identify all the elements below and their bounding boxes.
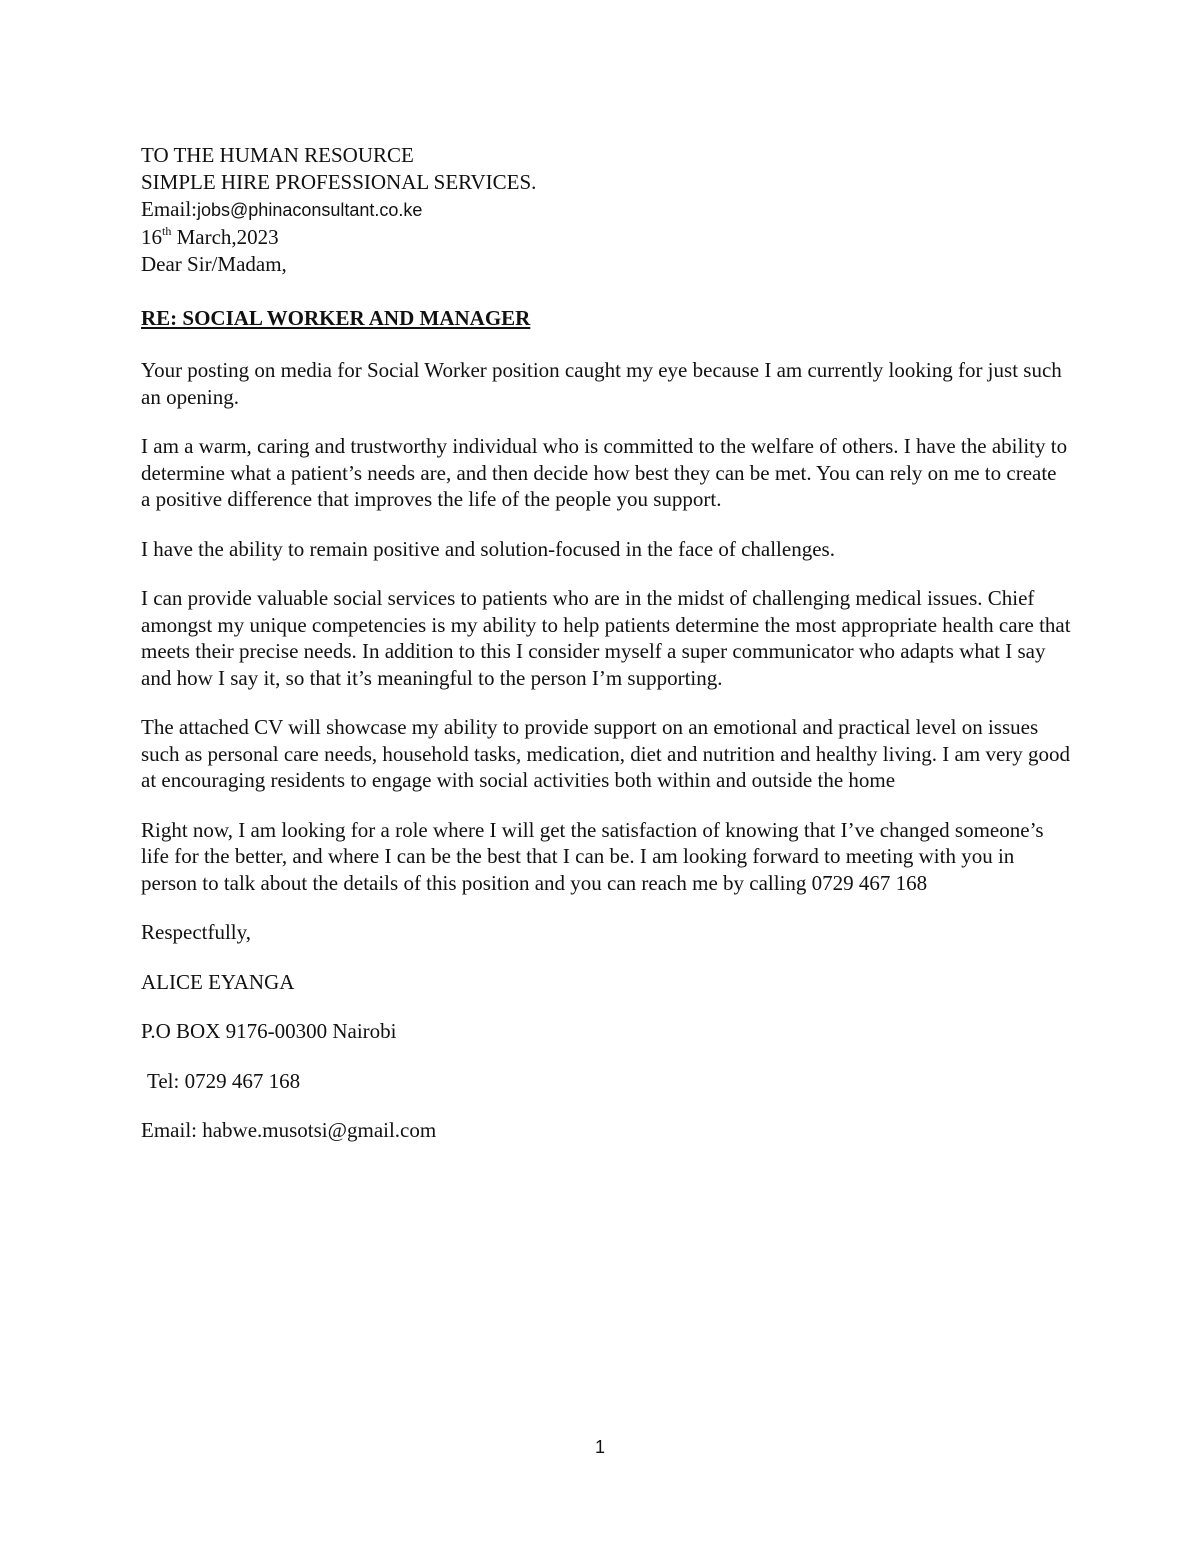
cover-letter — [141, 142, 1071, 1144]
date-suffix: th — [162, 224, 172, 238]
subject-line: RE: SOCIAL WORKER AND MANAGER — [141, 306, 531, 330]
sender-name: ALICE EYANGA — [141, 969, 295, 994]
letter-date — [141, 224, 1071, 251]
recipient-email: jobs@phinaconsultant.co.ke — [197, 200, 423, 220]
sender-email: Email: habwe.musotsi@gmail.com — [141, 1118, 437, 1142]
body-paragraph-2: I am a warm, caring and trustworthy individual who is committed to the welfare of others. I have the ability to determine what a patient’s needs are, and then decide how best they can be met. You can rely on me to create a positive difference that improves the life of the people you support. — [141, 434, 1068, 511]
body-paragraph-1: Your posting on media for Social Worker position caught my eye because I am currently looking for just such an opening. — [141, 358, 1062, 409]
closing: Respectfully, — [141, 920, 252, 944]
salutation: Dear Sir/Madam, — [141, 252, 287, 276]
date-month-year: March,2023 — [171, 225, 279, 249]
company-line: SIMPLE HIRE PROFESSIONAL SERVICES. — [141, 170, 537, 194]
body-paragraph-4: I can provide valuable social services to patients who are in the midst of challenging medical issues. Chief amongst my unique competencies is my ability to help patients determine the most appropriate health care that meets their precise needs. In addition to this I consider myself a super communicator who adapts what I say and how I say it, so that it’s meaningful to the person I’m supporting. — [141, 586, 1071, 690]
body-paragraph-5: The attached CV will showcase my ability to provide support on an emotional and practical level on issues such as personal care needs, household tasks, medication, diet and nutrition and healthy living. I am very good at encouraging residents to engage with social activities both within and outside the home — [141, 715, 1071, 792]
body-paragraph-6: Right now, I am looking for a role where I will get the satisfaction of knowing that I’ve changed someone’s life for the better, and where I can be the best that I can be. I am looking forward to meeting with you in person to talk about the details of this position and you can reach me by calling 0729 467 168 — [141, 817, 1044, 895]
recipient-email-line — [141, 196, 1071, 224]
sender-phone: Tel: 0729 467 168 — [147, 1068, 301, 1093]
email-label: Email: — [141, 197, 197, 221]
body-paragraph-3: I have the ability to remain positive and solution-focused in the face of challenges. — [141, 536, 835, 561]
page-number: 1 — [594, 1437, 605, 1457]
sender-address: P.O BOX 9176-00300 Nairobi — [141, 1019, 397, 1043]
recipient-line: TO THE HUMAN RESOURCE — [141, 143, 414, 167]
date-day: 16 — [141, 225, 162, 249]
